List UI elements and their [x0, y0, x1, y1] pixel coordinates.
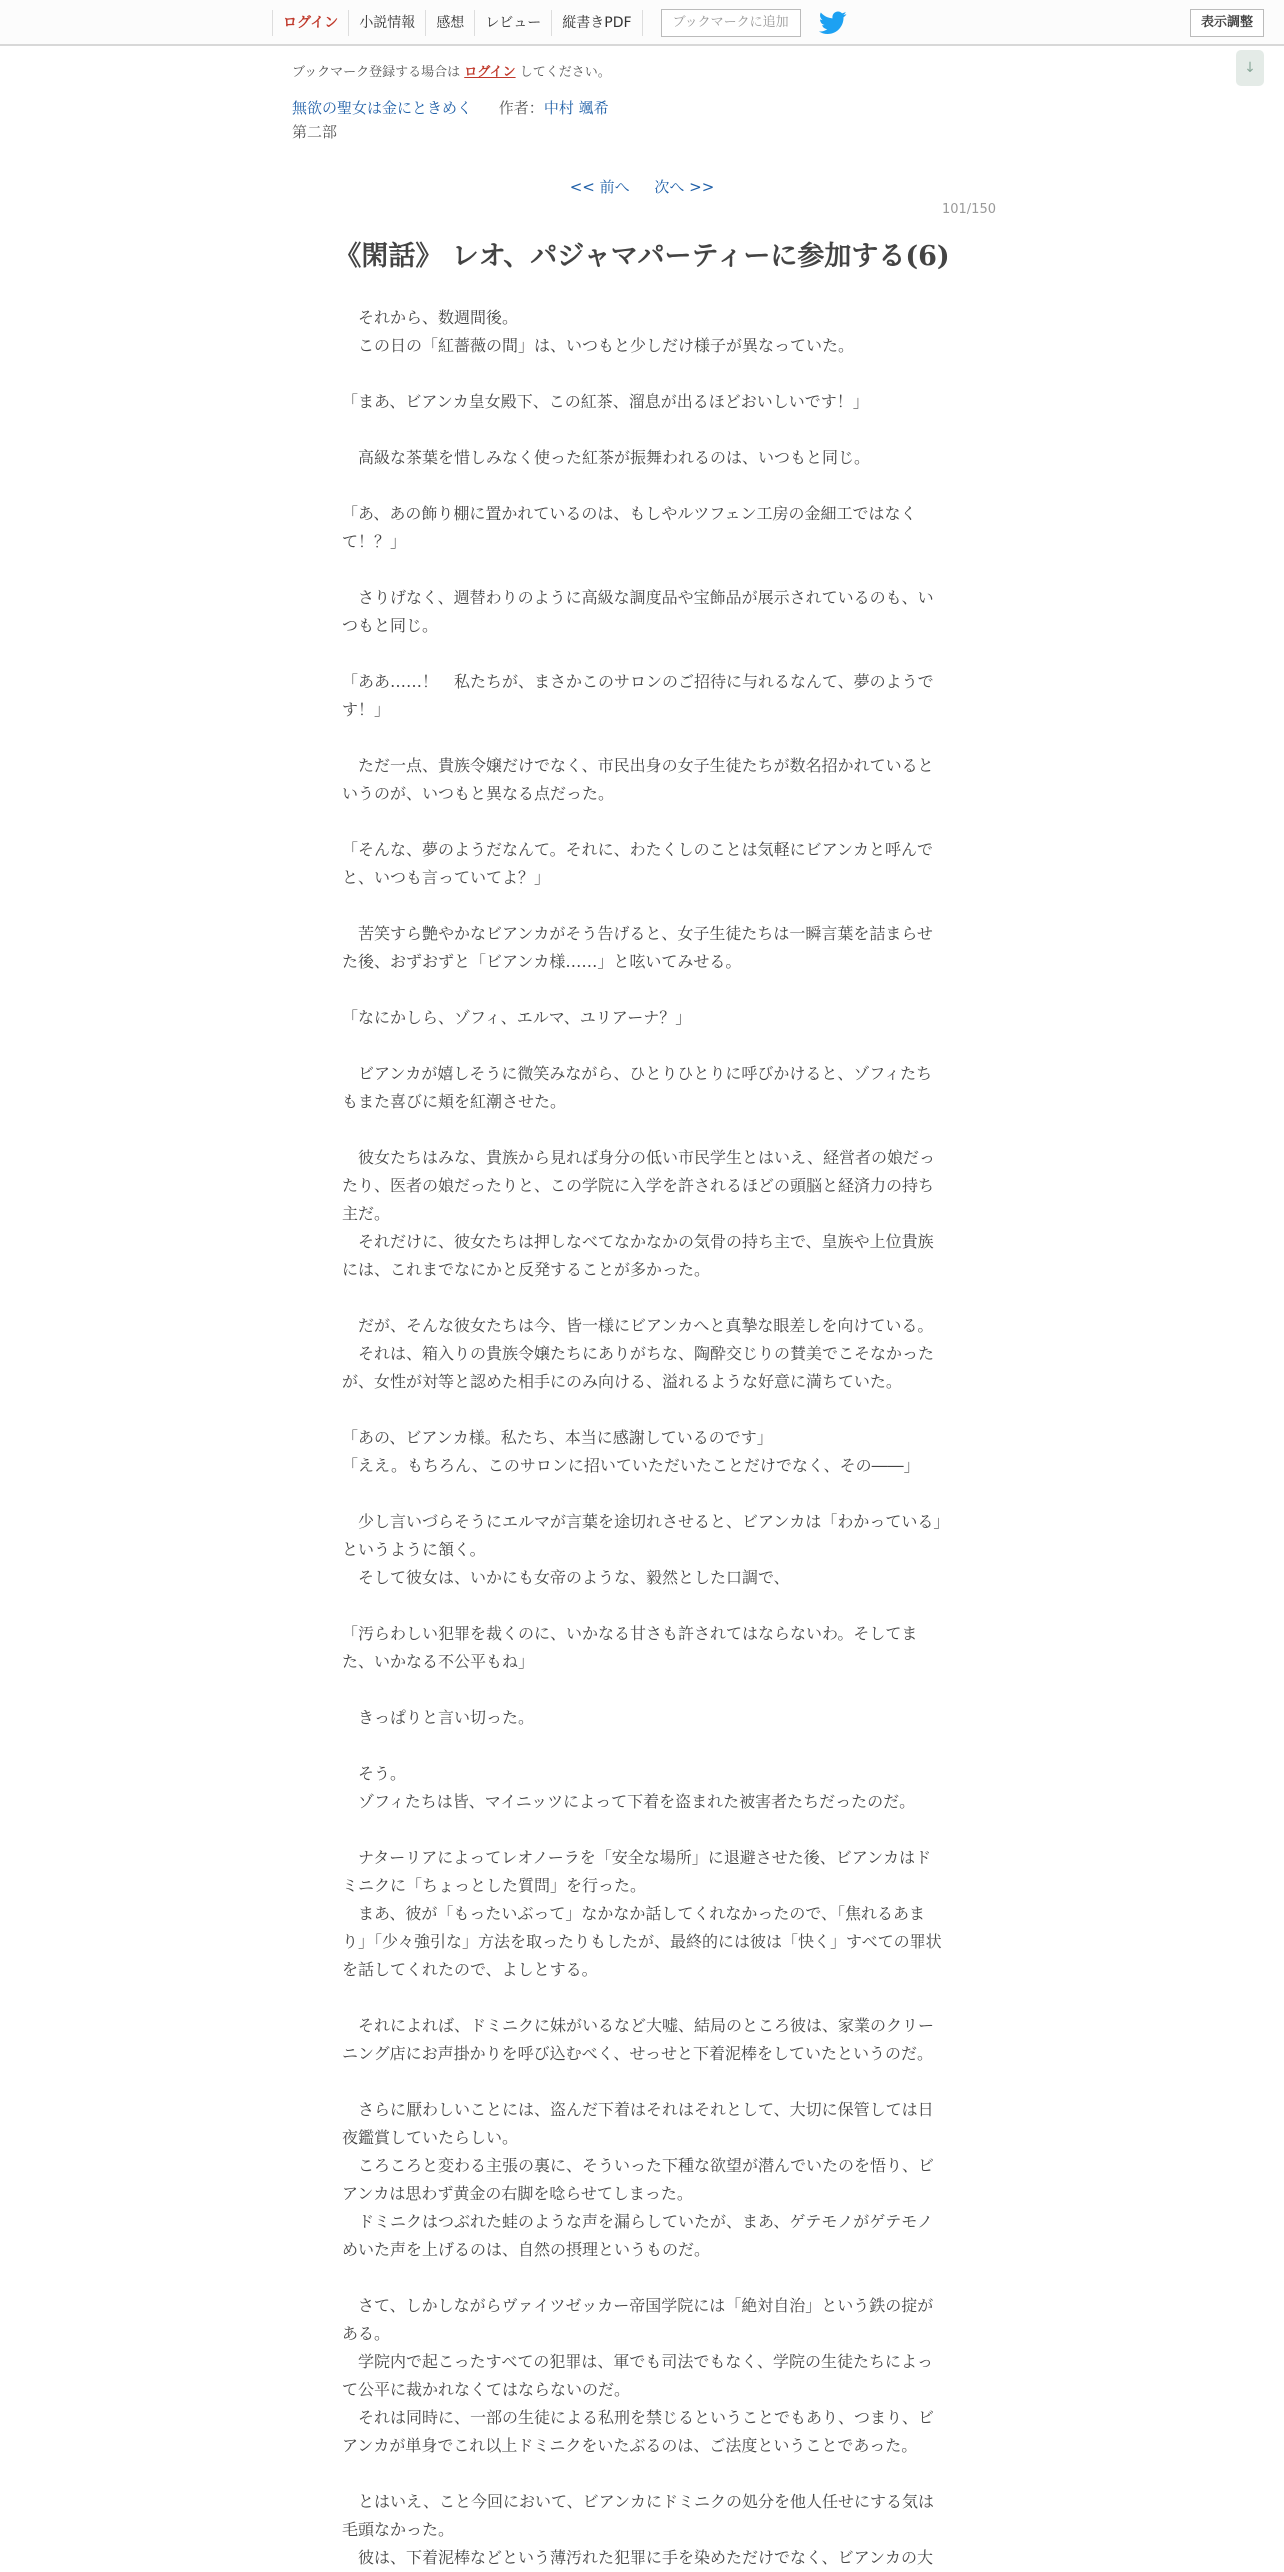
novel-paragraph: 「ええ。もちろん、このサロンに招いていただいたことだけでなく、その――」: [342, 1456, 920, 1475]
novel-paragraph: 彼は、下着泥棒などという薄汚れた犯罪に手を染めただけでなく、ビアンカの大: [342, 2548, 934, 2567]
blank-line: [342, 1816, 942, 1844]
chapter-count: 101/150: [941, 202, 996, 217]
blank-line: [342, 1732, 942, 1760]
twitter-bird-shape: [819, 11, 847, 34]
top-header: [0, 0, 1284, 46]
novel-paragraph: 「まあ、ビアンカ皇女殿下、この紅茶、溜息が出るほどおいしいです！」: [342, 392, 869, 411]
nav-vertical-pdf-link[interactable]: 縦書きPDF: [551, 10, 642, 36]
blank-line: [342, 416, 942, 444]
blank-line: [342, 808, 942, 836]
blank-line: [342, 1284, 942, 1312]
blank-line: [342, 1116, 942, 1144]
novel-paragraph: さらに厭わしいことには、盗んだ下着はそれはそれとして、大切に保管しては日夜鑑賞していたらしい。: [342, 2100, 934, 2147]
blank-line: [342, 1480, 942, 1508]
author-name-link[interactable]: 中村 颯希: [543, 99, 609, 117]
novel-paragraph: 「そんな、夢のようだなんて。それに、わたくしのことは気軽にビアンカと呼んでと、いつも言っていてよ？」: [342, 840, 934, 887]
novel-paragraph: まあ、彼が「もったいぶって」なかなか話してくれなかったので、「焦れるあまり」「少々強引な」方法を取ったりもしたが、最終的には彼は「快く」すべての罪状を話してくれたので、よしとする。: [342, 1904, 942, 1979]
novel-paragraph: それによれば、ドミニクに妹がいるなど大嘘、結局のところ彼は、家業のクリーニング店にお声掛かりを呼び込むべく、せっせと下着泥棒をしていたというのだ。: [342, 2016, 935, 2063]
novel-paragraph: 彼女たちはみな、貴族から見れば身分の低い市民学生とはいえ、経営者の娘だったり、医者の娘だったりと、この学院に入学を許されるほどの頭脳と経済力の持ち主だ。: [342, 1148, 935, 1223]
notice-prefix: ブックマーク登録する場合は: [292, 65, 461, 80]
display-settings-button[interactable]: 表示調整: [1190, 9, 1264, 37]
blank-line: [342, 640, 942, 668]
blank-line: [342, 976, 942, 1004]
chapter-pager: [0, 176, 1284, 197]
novel-paragraph: 少し言いづらそうにエルマが言葉を途切れさせると、ビアンカは「わかっている」というように頷く。: [342, 1512, 942, 1559]
blank-line: [342, 892, 942, 920]
top-nav: [272, 0, 847, 46]
blank-line: [342, 2460, 942, 2488]
novel-paragraph: ビアンカが嬉しそうに微笑みながら、ひとりひとりに呼びかけると、ゾフィたちもまた喜びに頬を紅潮させた。: [342, 1064, 933, 1111]
novel-paragraph: それは、箱入りの貴族令嬢たちにありがちな、陶酔交じりの賛美でこそなかったが、女性が対等と認めた相手にのみ向ける、溢れるような好意に満ちていた。: [342, 1344, 935, 1391]
bookmark-login-notice: [292, 61, 611, 80]
next-chapter-link[interactable]: 次へ >>: [654, 178, 715, 196]
nav-login-link[interactable]: ログイン: [272, 10, 348, 36]
novel-paragraph: ただ一点、貴族令嬢だけでなく、市民出身の女子生徒たちが数名招かれているというのが、いつもと異なる点だった。: [342, 756, 934, 803]
novel-paragraph: きっぱりと言い切った。: [342, 1708, 535, 1727]
novel-paragraph: 「汚らわしい犯罪を裁くのに、いかなる甘さも許されてはならないわ。そしてまた、いかなる不公平もね」: [342, 1624, 918, 1671]
novel-paragraph: この日の「紅薔薇の間」は、いつもと少しだけ様子が異なっていた。: [342, 336, 855, 355]
blank-line: [342, 1676, 942, 1704]
add-bookmark-button[interactable]: ブックマークに追加: [661, 9, 801, 37]
novel-paragraph: ころころと変わる主張の裏に、そういった下種な欲望が潜んでいたのを悟り、ビアンカは思わず黄金の右脚を唸らせてしまった。: [342, 2156, 935, 2203]
novel-paragraph: ナターリアによってレオノーラを「安全な場所」に退避させた後、ビアンカはドミニクに「ちょっとした質問」を行った。: [342, 1848, 932, 1895]
novel-paragraph: 「なにかしら、ゾフィ、エルマ、ユリアーナ？」: [342, 1008, 692, 1027]
novel-body: [342, 304, 942, 2572]
twitter-icon[interactable]: [819, 11, 847, 35]
chapter-title: 《閑話》 レオ、パジャマパーティーに参加する(6): [334, 241, 950, 272]
novel-paragraph: そして彼女は、いかにも女帝のような、毅然とした口調で、: [342, 1568, 790, 1587]
chapter-group-label: 第二部: [292, 123, 338, 141]
notice-suffix: してください。: [519, 65, 611, 80]
novel-paragraph: さりげなく、週替わりのように高級な調度品や宝飾品が展示されているのも、いつもと同じ。: [342, 588, 934, 635]
blank-line: [342, 1592, 942, 1620]
notice-login-link[interactable]: ログイン: [464, 65, 516, 80]
novel-paragraph: さて、しかしながらヴァイツゼッカー帝国学院には「絶対自治」という鉄の掟がある。: [342, 2296, 934, 2343]
nav-novel-info-link[interactable]: 小説情報: [348, 10, 425, 36]
nav-review-link[interactable]: レビュー: [474, 10, 551, 36]
novel-paragraph: 苦笑すら艶やかなビアンカがそう告げると、女子生徒たちは一瞬言葉を詰まらせた後、おずおずと「ビアンカ様……」と呟いてみせる。: [342, 924, 933, 971]
novel-paragraph: ゾフィたちは皆、マイニッツによって下着を盗まれた被害者たちだったのだ。: [342, 1792, 916, 1811]
novel-paragraph: 高級な茶葉を惜しみなく使った紅茶が振舞われるのは、いつもと同じ。: [342, 448, 871, 467]
blank-line: [342, 2068, 942, 2096]
novel-paragraph: 「あの、ビアンカ様。私たち、本当に感謝しているのです」: [342, 1428, 773, 1447]
blank-line: [342, 360, 942, 388]
blank-line: [342, 1032, 942, 1060]
novel-paragraph: それだけに、彼女たちは押しなべてなかなかの気骨の持ち主で、皇族や上位貴族には、これまでなにかと反発することが多かった。: [342, 1232, 934, 1279]
novel-paragraph: そう。: [342, 1764, 407, 1783]
novel-paragraph: それから、数週間後。: [342, 308, 519, 327]
series-title-link[interactable]: 無欲の聖女は金にときめく: [292, 99, 473, 117]
novel-paragraph: ドミニクはつぶれた蛙のような声を漏らしていたが、まあ、ゲテモノがゲテモノめいた声を上げるのは、自然の摂理というものだ。: [342, 2212, 934, 2259]
novel-paragraph: 学院内で起こったすべての犯罪は、軍でも司法でもなく、学院の生徒たちによって公平に裁かれなくてはならないのだ。: [342, 2352, 934, 2399]
blank-line: [342, 724, 942, 752]
blank-line: [342, 2264, 942, 2292]
novel-paragraph: とはいえ、こと今回において、ビアンカにドミニクの処分を他人任せにする気は毛頭なかった。: [342, 2492, 935, 2539]
series-info: [292, 97, 609, 118]
novel-paragraph: 「ああ……！ 私たちが、まさかこのサロンのご招待に与れるなんて、夢のようです！」: [342, 672, 934, 719]
novel-paragraph: だが、そんな彼女たちは今、皆一様にビアンカへと真摯な眼差しを向けている。: [342, 1316, 934, 1335]
prev-chapter-link[interactable]: << 前へ: [569, 178, 630, 196]
novel-paragraph: 「あ、あの飾り棚に置かれているのは、もしやルツフェン工房の金細工ではなくて！？」: [342, 504, 917, 551]
blank-line: [342, 556, 942, 584]
nav-impressions-link[interactable]: 感想: [425, 10, 474, 36]
scroll-down-button[interactable]: ↓: [1236, 50, 1264, 86]
blank-line: [342, 1984, 942, 2012]
blank-line: [342, 472, 942, 500]
author-label: 作者：: [498, 99, 544, 117]
blank-line: [342, 1396, 942, 1424]
novel-paragraph: それは同時に、一部の生徒による私刑を禁じるということでもあり、つまり、ビアンカが単身でこれ以上ドミニクをいたぶるのは、ご法度ということであった。: [342, 2408, 935, 2455]
